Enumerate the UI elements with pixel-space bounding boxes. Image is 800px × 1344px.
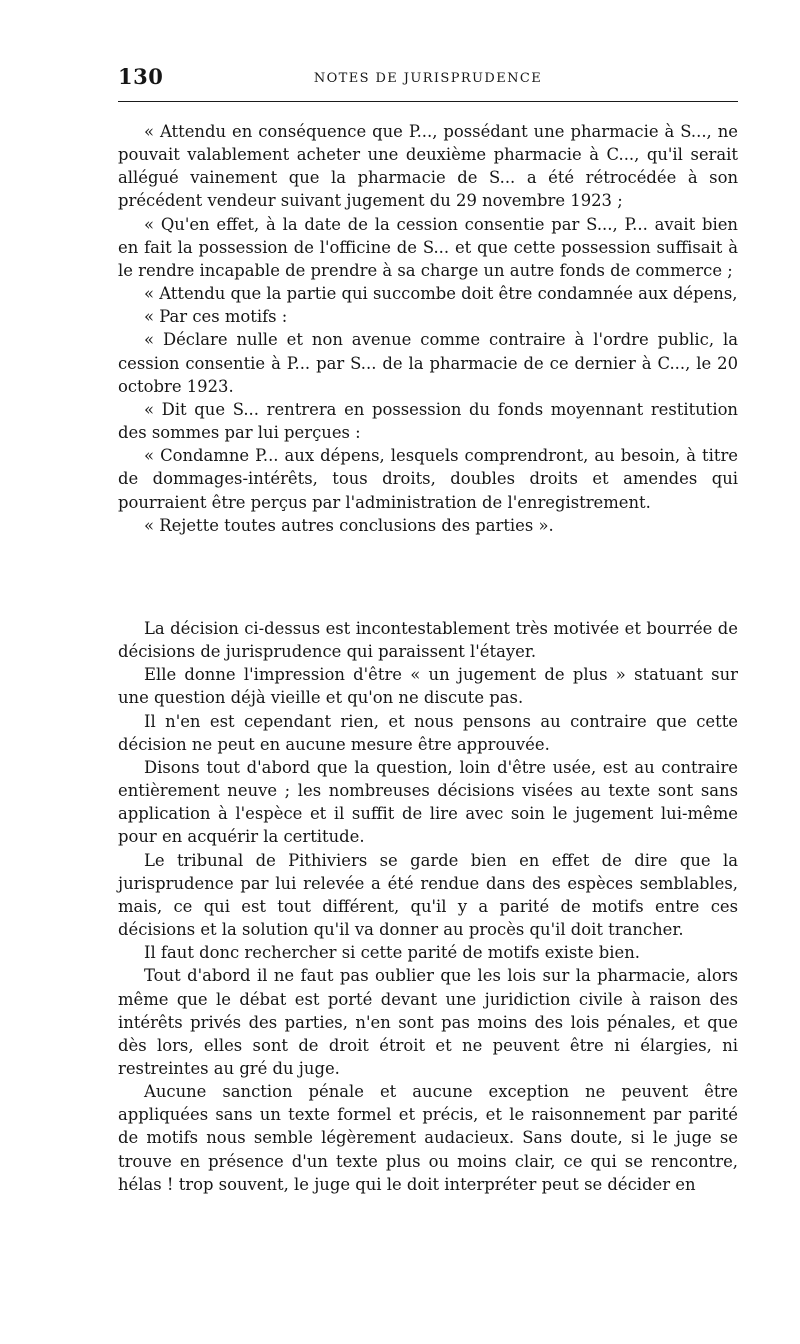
commentary-paragraph: Il n'en est cependant rien, et nous pensons au contraire que cette décision ne peut en aucune mesure être approuvée. <box>118 711 738 754</box>
judgment-paragraph: « Dit que S... rentrera en possession du fonds moyennant restitution des sommes par lui perçues : <box>118 399 738 443</box>
judgment-paragraph: « Attendu que la partie qui succombe doit être condamnée aux dépens, <box>144 284 738 304</box>
running-title: NOTES DE JURISPRUDENCE <box>313 71 543 86</box>
page-header <box>118 62 738 98</box>
commentary-paragraph: Elle donne l'impression d'être « un jugement de plus » statuant sur une question déjà vieille et qu'on ne discute pas. <box>118 665 738 708</box>
quoted-judgment <box>118 120 738 537</box>
commentary-paragraph: Il faut donc rechercher si cette parité de motifs existe bien. <box>144 943 641 963</box>
judgment-paragraph: « Condamne P... aux dépens, lesquels comprendront, au besoin, à titre de dommages-intérêts, tous droits, doubles droits et amendes qui pourraient être perçus par l'administration de l'enregistrement. <box>118 446 738 512</box>
judgment-paragraph: « Rejette toutes autres conclusions des parties ». <box>144 515 554 535</box>
page-number: 130 <box>118 64 164 89</box>
commentary-paragraph: La décision ci-dessus est incontestablement très motivée et bourrée de décisions de jurisprudence qui paraissent l'étayer. <box>118 619 738 662</box>
judgment-paragraph: « Attendu en conséquence que P..., possédant une pharmacie à S..., ne pouvait valablement acheter une deuxième pharmacie à C..., qu'il serait allégué vainement que la pharmacie de S... a été rétrocédée à son précédent vendeur suivant jugement du 29 novembre 1923 ; <box>118 122 738 211</box>
judgment-paragraph: « Déclare nulle et non avenue comme contraire à l'ordre public, la cession consentie à P... par S... de la pharmacie de ce dernier à C..., le 20 octobre 1923. <box>118 330 738 396</box>
judgment-paragraph: « Par ces motifs : <box>144 307 288 327</box>
judgment-paragraph: « Qu'en effet, à la date de la cession consentie par S..., P... avait bien en fait la possession de l'officine de S... et que cette possession suffisait à le rendre incapable de prendre à sa charge un autre fonds de commerce ; <box>118 214 738 280</box>
commentary-paragraph: Disons tout d'abord que la question, loin d'être usée, est au contraire entièrement neuve ; les nombreuses décisions visées au texte sont sans application à l'espèce et il suffit de lire avec soin le jugement lui-même pour en acquérir la certitude. <box>118 757 738 847</box>
commentary-paragraph: Le tribunal de Pithiviers se garde bien en effet de dire que la jurisprudence par lui relevée a été rendue dans des espèces semblables, mais, ce qui est tout différent, qu'il y a parité de motifs entre ces décisions et la solution qu'il va donner au procès qu'il doit trancher. <box>118 850 738 940</box>
commentary-paragraph: Aucune sanction pénale et aucune exception ne peuvent être appliquées sans un texte formel et précis, et le raisonnement par parité de motifs nous semble légèrement audacieux. Sans doute, si le juge se trouve en présence d'un texte plus ou moins clair, ce qui se rencontre, hélas ! trop souvent, le juge qui le doit interpréter peut se décider en <box>118 1082 738 1194</box>
commentary <box>118 617 738 1196</box>
header-rule <box>118 101 738 102</box>
commentary-paragraph: Tout d'abord il ne faut pas oublier que les lois sur la pharmacie, alors même que le débat est porté devant une juridiction civile à raison des intérêts privés des parties, n'en sont pas moins des lois pénales, et que dès lors, elles sont de droit étroit et ne peuvent être ni élargies, ni restreintes au gré du juge. <box>118 966 738 1078</box>
